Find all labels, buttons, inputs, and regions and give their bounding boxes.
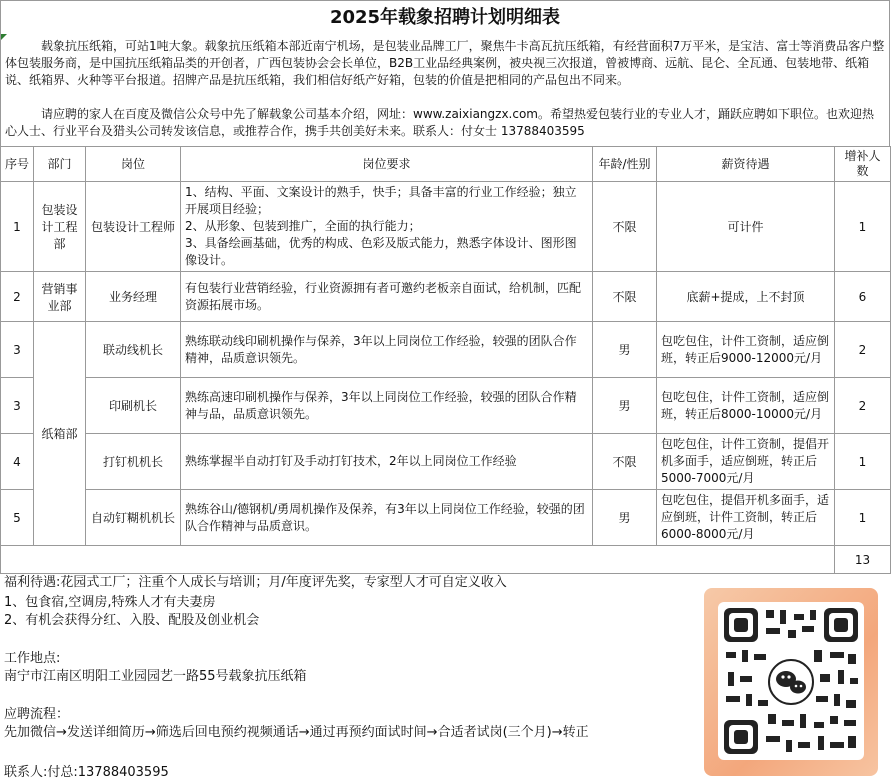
header-cell: 岗位要求 <box>181 147 593 182</box>
qr-code-graphic <box>718 602 864 760</box>
recruitment-table <box>0 146 891 574</box>
row-requirement: 有包装行业营销经验，行业资源拥有者可邀约老板亲自面试，给机制，匹配资源拓展市场。 <box>181 272 593 322</box>
row-number: 5 <box>1 490 34 546</box>
wechat-qr-code-icon <box>704 588 878 776</box>
row-age-gender: 男 <box>593 322 657 378</box>
row-salary: 包吃包住，提倡开机多面手，适应倒班，计件工资制，转正后6000-8000元/月 <box>657 490 835 546</box>
header-cell: 年龄/性别 <box>593 147 657 182</box>
header-cell: 序号 <box>1 147 34 182</box>
row-department: 纸箱部 <box>34 322 86 546</box>
table-row <box>1 272 891 322</box>
row-age-gender: 不限 <box>593 182 657 272</box>
table-row <box>1 378 891 434</box>
total-spacer <box>1 546 835 574</box>
row-position: 业务经理 <box>86 272 181 322</box>
row-position: 自动钉糊机机长 <box>86 490 181 546</box>
row-requirement: 熟练高速印刷机操作与保养，3年以上同岗位工作经验，较强的团队合作精神与品，品质意识领先。 <box>181 378 593 434</box>
contact-info: 联系人:付总:13788403595 <box>4 765 169 780</box>
row-headcount: 2 <box>835 378 891 434</box>
row-number: 1 <box>1 182 34 272</box>
qr-pattern <box>718 602 864 760</box>
row-salary: 底薪+提成，上不封顶 <box>657 272 835 322</box>
total-headcount: 13 <box>835 546 891 574</box>
header-cell: 增补人数 <box>835 147 891 182</box>
benefit-item: 1、包食宿,空调房,特殊人才有夫妻房 <box>4 595 216 610</box>
table-row <box>1 322 891 378</box>
intro-section <box>0 34 890 146</box>
row-position: 打钉机机长 <box>86 434 181 490</box>
row-requirement: 熟练掌握半自动打钉及手动打钉技术，2年以上同岗位工作经验 <box>181 434 593 490</box>
table-header-row <box>1 147 891 182</box>
row-requirement: 熟练联动线印刷机操作与保养，3年以上同岗位工作经验，较强的团队合作精神，品质意识领先。 <box>181 322 593 378</box>
row-number: 2 <box>1 272 34 322</box>
row-position: 印刷机长 <box>86 378 181 434</box>
row-headcount: 1 <box>835 434 891 490</box>
row-salary: 包吃包住，计件工资制，适应倒班，转正后9000-12000元/月 <box>657 322 835 378</box>
process-steps: 先加微信→发送详细简历→筛选后回电预约视频通话→通过再预约面试时间→合适者试岗(三个月)→转正 <box>4 725 589 740</box>
table-row <box>1 182 891 272</box>
page-title: 2025年载象招聘计划明细表 <box>0 0 890 34</box>
row-requirement: 1、结构、平面、文案设计的熟手，快手；具备丰富的行业工作经验；独立开展项目经验； 2、从形象、包装到推广，全面的执行能力； 3、具备绘画基础，优秀的构成、色彩及版式能力，熟悉字体设计、图形图像设计。 <box>181 182 593 272</box>
header-cell: 岗位 <box>86 147 181 182</box>
row-salary: 可计件 <box>657 182 835 272</box>
table-row <box>1 434 891 490</box>
row-salary: 包吃包住，计件工资制，适应倒班，转正后8000-10000元/月 <box>657 378 835 434</box>
row-headcount: 2 <box>835 322 891 378</box>
location-label: 工作地点: <box>4 651 61 666</box>
row-number: 4 <box>1 434 34 490</box>
header-cell: 部门 <box>34 147 86 182</box>
process-label: 应聘流程： <box>4 707 70 722</box>
row-requirement: 熟练谷山/德钢机/勇周机操作及保养，有3年以上同岗位工作经验，较强的团队合作精神与品质意识。 <box>181 490 593 546</box>
row-age-gender: 男 <box>593 378 657 434</box>
row-position: 联动线机长 <box>86 322 181 378</box>
row-department: 包装设计工程部 <box>34 182 86 272</box>
intro-paragraph-company: 载象抗压纸箱，可站1吨大象。载象抗压纸箱本部近南宁机场，是包装业品牌工厂，聚焦牛卡高瓦抗压纸箱，有经营面积7万平米，是宝洁、富士等消费品客户整体包装服务商，是中国抗压纸箱品类的开创者，广西包装协会会长单位，B2B工业品经典案例，被央视三次报道，曾被博商、远航、昆仑、全瓦通、包装地带、纸箱说、纸箱界、火种等平台报道。招牌产品是抗压纸箱，我们相信好纸产好箱，包装的价值是把相同的产品包出不同来。 <box>5 39 885 87</box>
row-department: 营销事业部 <box>34 272 86 322</box>
location-address: 南宁市江南区明阳工业园园艺一路55号载象抗压纸箱 <box>4 669 307 684</box>
row-headcount: 1 <box>835 182 891 272</box>
benefits-title: 福利待遇:花园式工厂；注重个人成长与培训；月/年度评先奖，专家型人才可自定义收入 <box>4 575 507 590</box>
row-number: 3 <box>1 378 34 434</box>
intro-paragraph-contact: 请应聘的家人在百度及微信公众号中先了解载象公司基本介绍，网址：www.zaixiangzx.com。希望热爱包装行业的专业人才，踊跃应聘如下职位。也欢迎热心人士、行业平台及猎头公司转发该信息，或推荐合作，携手共创美好未来。联系人：付女士 13788403595 <box>5 107 875 138</box>
row-headcount: 6 <box>835 272 891 322</box>
row-age-gender: 男 <box>593 490 657 546</box>
row-age-gender: 不限 <box>593 434 657 490</box>
benefit-item: 2、有机会获得分红、入股、配股及创业机会 <box>4 613 260 628</box>
row-headcount: 1 <box>835 490 891 546</box>
row-salary: 包吃包住，计件工资制，提倡开机多面手，适应倒班，转正后5000-7000元/月 <box>657 434 835 490</box>
header-cell: 薪资待遇 <box>657 147 835 182</box>
row-number: 3 <box>1 322 34 378</box>
table-row <box>1 490 891 546</box>
row-age-gender: 不限 <box>593 272 657 322</box>
table-total-row <box>1 546 891 574</box>
row-position: 包装设计工程师 <box>86 182 181 272</box>
